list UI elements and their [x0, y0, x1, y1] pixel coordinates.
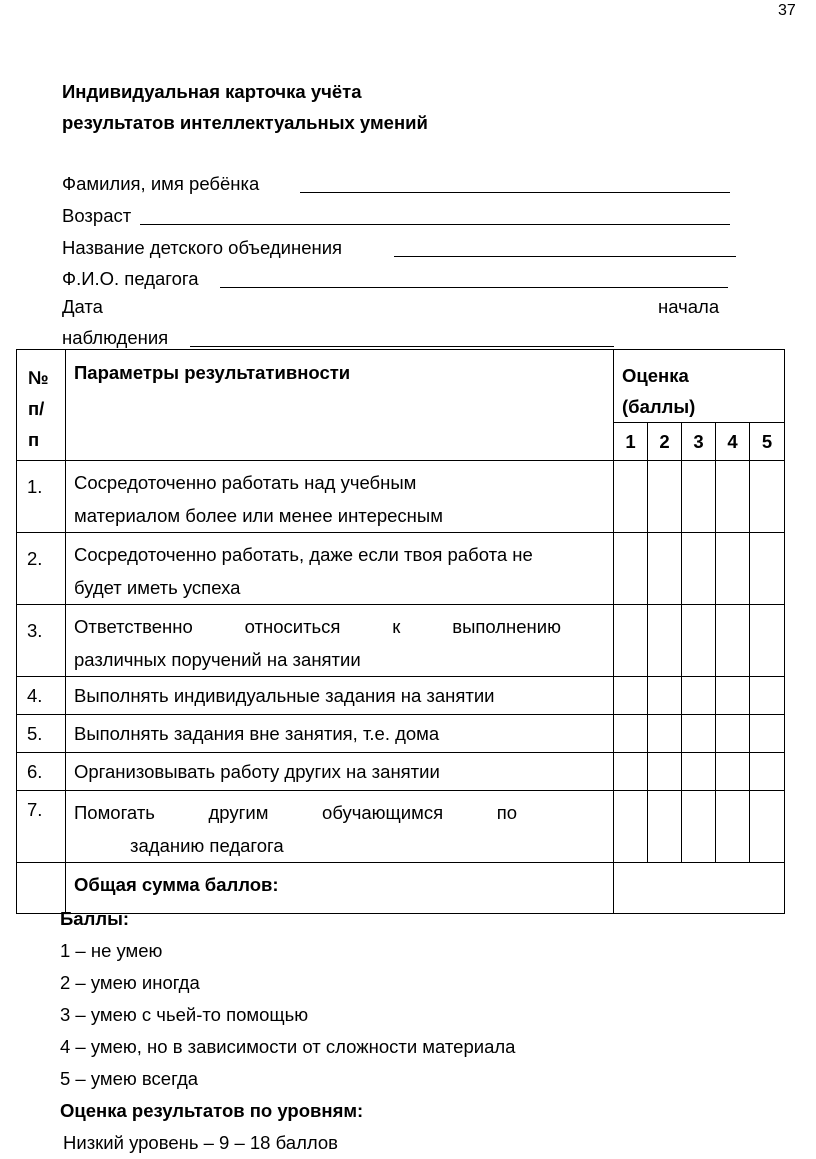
score-cell[interactable]	[614, 715, 648, 753]
row-number: 6.	[17, 753, 66, 791]
header-parameters: Параметры результативности	[66, 350, 614, 461]
score-cell[interactable]	[614, 605, 648, 677]
score-cell[interactable]	[614, 461, 648, 533]
child-name-line	[300, 192, 730, 193]
score-cell[interactable]	[716, 791, 750, 863]
score-cell[interactable]	[648, 791, 682, 863]
legend-item: 2 – умею иногда	[60, 972, 200, 993]
table-row	[17, 753, 785, 791]
row-parameter: Ответственно относиться к выполнению различных поручений на занятии	[66, 605, 614, 677]
score-cell[interactable]	[750, 605, 785, 677]
score-column-1: 1	[614, 423, 648, 461]
score-cell[interactable]	[648, 677, 682, 715]
title-line-1: Индивидуальная карточка учёта	[62, 81, 362, 102]
header-number: № п/ п	[17, 350, 66, 461]
score-cell[interactable]	[716, 533, 750, 605]
row-number: 2.	[17, 533, 66, 605]
score-cell[interactable]	[648, 533, 682, 605]
total-label: Общая сумма баллов:	[66, 863, 614, 914]
age-line	[140, 224, 730, 225]
score-cell[interactable]	[750, 461, 785, 533]
score-cell[interactable]	[682, 461, 716, 533]
score-cell[interactable]	[648, 605, 682, 677]
row-parameter: Выполнять задания вне занятия, т.е. дома	[66, 715, 614, 753]
levels-title: Оценка результатов по уровням:	[60, 1100, 364, 1121]
score-cell[interactable]	[750, 677, 785, 715]
row-number: 7.	[17, 791, 66, 863]
score-cell[interactable]	[682, 677, 716, 715]
age-label: Возраст	[62, 205, 132, 226]
legend-item: 4 – умею, но в зависимости от сложности материала	[60, 1036, 516, 1057]
score-cell[interactable]	[648, 461, 682, 533]
score-cell[interactable]	[682, 533, 716, 605]
level-item: Низкий уровень – 9 – 18 баллов	[63, 1132, 338, 1153]
score-cell[interactable]	[648, 753, 682, 791]
row-parameter: Выполнять индивидуальные задания на занятии	[66, 677, 614, 715]
legend-item: 3 – умею с чьей-то помощью	[60, 1004, 309, 1025]
score-cell[interactable]	[648, 715, 682, 753]
page-title	[62, 76, 428, 138]
score-cell[interactable]	[716, 715, 750, 753]
child-name-label: Фамилия, имя ребёнка	[62, 173, 260, 194]
row-number: 5.	[17, 715, 66, 753]
teacher-label: Ф.И.О. педагога	[62, 268, 199, 289]
row-parameter: Помогать другим обучающимся по заданию педагога	[66, 791, 614, 863]
score-cell[interactable]	[750, 791, 785, 863]
score-cell[interactable]	[682, 753, 716, 791]
teacher-line	[220, 287, 728, 288]
row-number: 3.	[17, 605, 66, 677]
row-parameter: Сосредоточенно работать над учебным материалом более или менее интересным	[66, 461, 614, 533]
score-cell[interactable]	[716, 461, 750, 533]
header-score: Оценка (баллы)	[614, 350, 785, 423]
table-row	[17, 791, 785, 863]
table-row	[17, 677, 785, 715]
date-start-label: начала	[658, 296, 720, 317]
score-cell[interactable]	[614, 791, 648, 863]
legend-item: 1 – не умею	[60, 940, 163, 961]
legend-title: Баллы:	[60, 908, 130, 929]
legend-item: 5 – умею всегда	[60, 1068, 199, 1089]
title-line-2: результатов интеллектуальных умений	[62, 112, 428, 133]
group-name-label: Название детского объединения	[62, 237, 343, 258]
score-cell[interactable]	[716, 677, 750, 715]
score-column-3: 3	[682, 423, 716, 461]
group-name-line	[394, 256, 736, 257]
score-cell[interactable]	[716, 605, 750, 677]
score-cell[interactable]	[614, 533, 648, 605]
score-cell[interactable]	[682, 715, 716, 753]
page-number: 37	[778, 2, 796, 19]
observation-label: наблюдения	[62, 327, 169, 348]
score-cell[interactable]	[750, 533, 785, 605]
score-column-5: 5	[750, 423, 785, 461]
table-row	[17, 715, 785, 753]
row-number: 4.	[17, 677, 66, 715]
row-number: 1.	[17, 461, 66, 533]
legend	[60, 903, 515, 1159]
score-column-4: 4	[716, 423, 750, 461]
score-cell[interactable]	[750, 715, 785, 753]
score-column-2: 2	[648, 423, 682, 461]
score-cell[interactable]	[614, 753, 648, 791]
results-table	[16, 349, 785, 914]
row-parameter: Сосредоточенно работать, даже если твоя работа не будет иметь успеха	[66, 533, 614, 605]
row-parameter: Организовывать работу других на занятии	[66, 753, 614, 791]
total-score-cell[interactable]	[614, 863, 785, 914]
score-cell[interactable]	[716, 753, 750, 791]
observation-line	[190, 346, 614, 347]
score-cell[interactable]	[750, 753, 785, 791]
table-row	[17, 461, 785, 533]
table-row	[17, 533, 785, 605]
score-cell[interactable]	[682, 791, 716, 863]
date-label: Дата	[62, 296, 103, 317]
table-row	[17, 605, 785, 677]
score-cell[interactable]	[682, 605, 716, 677]
score-cell[interactable]	[614, 677, 648, 715]
